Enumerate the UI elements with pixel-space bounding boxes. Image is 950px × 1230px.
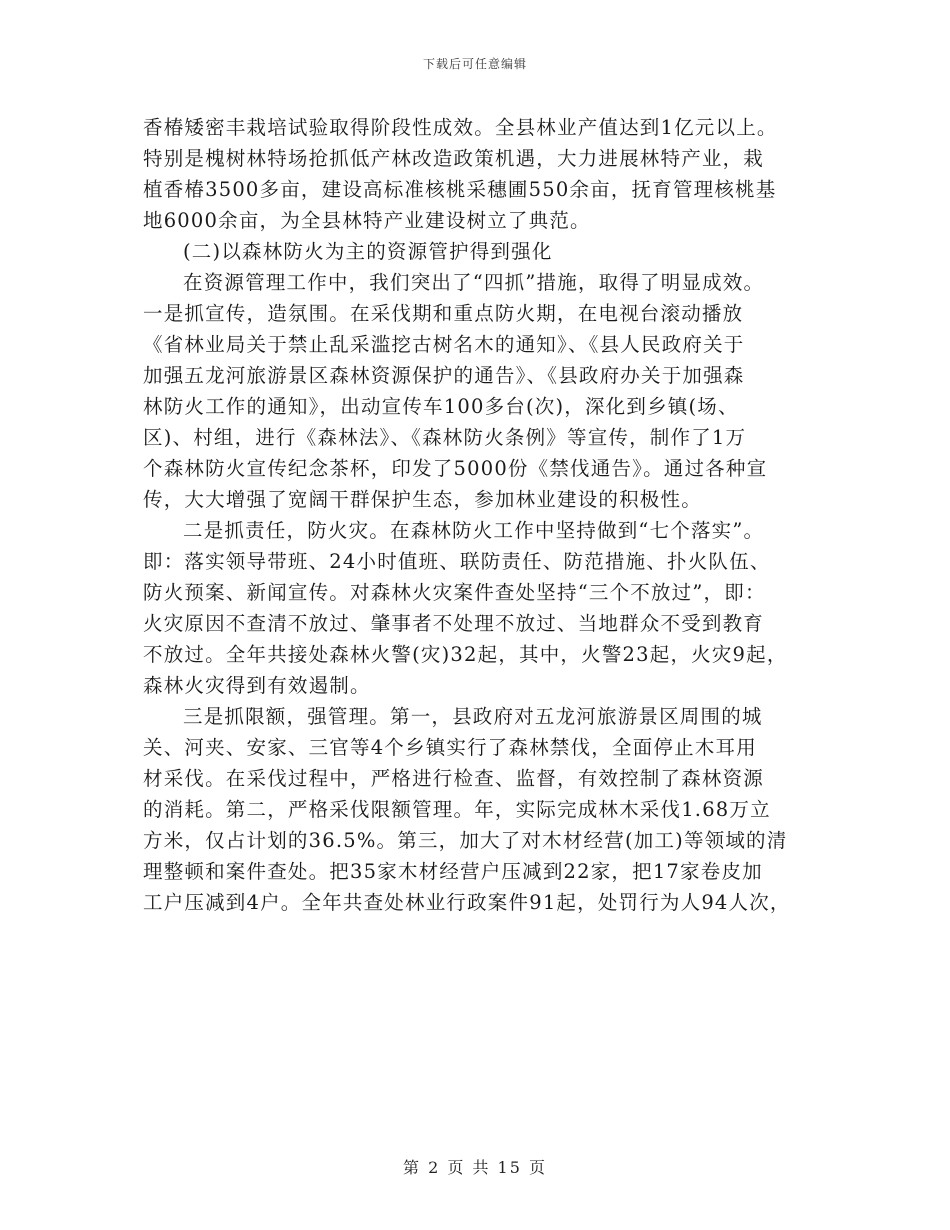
text-line: 材采伐。在采伐过程中，严格进行检查、监督，有效控制了森林资源	[143, 767, 765, 790]
document-body	[143, 112, 823, 918]
text-line: 即：落实领导带班、24小时值班、联防责任、防范措施、扑火队伍、	[143, 550, 771, 573]
section-heading: (二)以森林防火为主的资源管护得到强化	[183, 240, 553, 263]
text-line: 《省林业局关于禁止乱采滥挖古树名木的通知》、《县人民政府关于	[143, 333, 745, 356]
text-line: 区)、村组，进行《森林法》、《森林防火条例》等宣传，制作了1万	[143, 426, 747, 449]
text-line: 森林火灾得到有效遏制。	[143, 674, 371, 697]
page-header: 下载后可任意编辑	[422, 57, 527, 71]
text-line: 方米，仅占计划的36.5%。第三，加大了对木材经营(加工)等领域的清	[143, 829, 788, 852]
text-line: 的消耗。第二，严格采伐限额管理。年，实际完成林木采伐1.68万立	[143, 798, 771, 821]
text-line: 三是抓限额，强管理。第一，县政府对五龙河旅游景区周围的城	[183, 705, 763, 728]
text-line: 工户压减到4户。全年共查处林业行政案件91起，处罚行为人94人次，	[143, 891, 791, 914]
text-line: 加强五龙河旅游景区森林资源保护的通告》、《县政府办关于加强森	[143, 364, 745, 387]
text-line: 火灾原因不查清不放过、肇事者不处理不放过、当地群众不受到教育	[143, 612, 765, 635]
text-line: 不放过。全年共接处森林火警(灾)32起，其中，火警23起，火灾9起，	[143, 643, 788, 666]
text-line: 在资源管理工作中，我们突出了“四抓”措施，取得了明显成效。	[183, 271, 765, 294]
text-line: 关、河夹、安家、三官等4个乡镇实行了森林禁伐，全面停止木耳用	[143, 736, 757, 759]
text-line: 植香椿3500多亩，建设高标准核桃采穗圃550余亩，抚育管理核桃基	[143, 178, 777, 201]
text-line: 个森林防火宣传纪念茶杯，印发了5000份《禁伐通告》。通过各种宣	[143, 457, 768, 480]
text-line: 理整顿和案件查处。把35家木材经营户压减到22家，把17家卷皮加	[143, 860, 763, 883]
text-line: 特别是槐树林特场抢抓低产林改造政策机遇，大力进展林特产业，栽	[143, 147, 765, 170]
text-line: 地6000余亩，为全县林特产业建设树立了典范。	[143, 209, 591, 232]
page-number: 第 2 页 共 15 页	[403, 1158, 547, 1177]
text-line: 林防火工作的通知》，出动宣传车100多台(次)，深化到乡镇(场、	[143, 395, 739, 418]
text-line: 二是抓责任，防火灾。在森林防火工作中坚持做到“七个落实”。	[183, 519, 765, 542]
text-line: 一是抓宣传，造氛围。在采伐期和重点防火期，在电视台滚动播放	[143, 302, 744, 325]
text-line: 传，大大增强了宽阔干群保护生态，参加林业建设的积极性。	[143, 488, 702, 511]
text-line: 香椿矮密丰栽培试验取得阶段性成效。全县林业产值达到1亿元以上。	[143, 116, 778, 139]
text-line: 防火预案、新闻宣传。对森林火灾案件查处坚持“三个不放过”，即：	[143, 581, 766, 604]
